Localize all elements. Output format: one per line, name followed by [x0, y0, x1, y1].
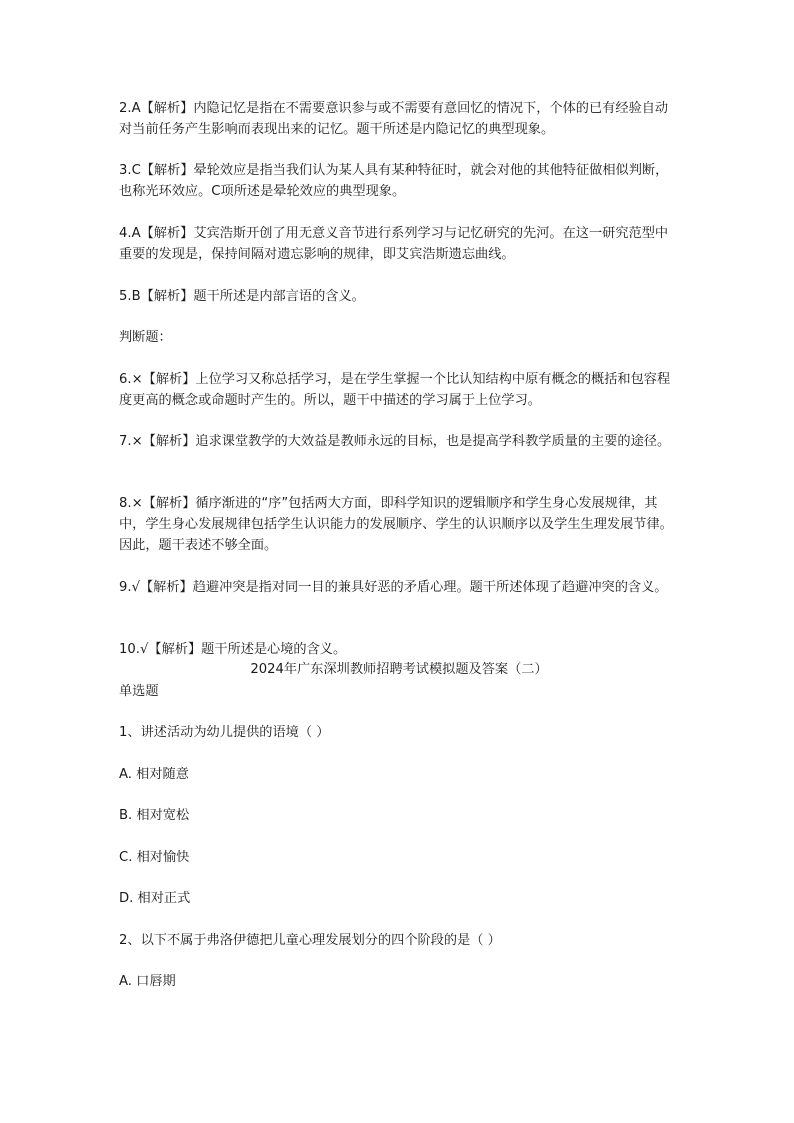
answer-4-explanation: 4.A【解析】艾宾浩斯开创了用无意义音节进行系列学习与记忆研究的先河。在这一研究范型中重要的发现是，保持间隔对遗忘影响的规律，即艾宾浩斯遗忘曲线。 [119, 226, 669, 262]
question-2-stem: 2、以下不属于弗洛伊德把儿童心理发展划分的四个阶段的是（ ） [119, 933, 501, 948]
question-1-option-b: B. 相对宽松 [119, 808, 190, 823]
answer-6-explanation: 6.×【解析】上位学习又称总括学习，是在学生掌握一个比认知结构中原有概念的概括和包容程度更高的概念或命题时产生的。所以，题干中描述的学习属于上位学习。 [119, 372, 671, 408]
answer-10-explanation: 10.√【解析】题干所述是心境的含义。 [119, 642, 347, 657]
answer-3-explanation: 3.C【解析】晕轮效应是指当我们认为某人具有某种特征时，就会对他的其他特征做相似判断，也称光环效应。C项所述是晕轮效应的典型现象。 [119, 163, 669, 199]
exam-title: 2024年广东深圳教师招聘考试模拟题及答案（二） [250, 662, 548, 677]
answer-5-explanation: 5.B【解析】题干所述是内部言语的含义。 [119, 289, 365, 304]
question-2-option-a: A. 口唇期 [119, 974, 176, 989]
question-1-option-d: D. 相对正式 [119, 891, 191, 906]
answer-7-explanation: 7.×【解析】追求课堂教学的大效益是教师永远的目标，也是提高学科教学质量的主要的途径。 [119, 434, 671, 449]
judgment-section-heading: 判断题： [119, 330, 172, 345]
answer-9-explanation: 9.√【解析】趋避冲突是指对同一目的兼具好恶的矛盾心理。题干所述体现了趋避冲突的含义。 [119, 580, 668, 595]
answer-2-explanation: 2.A【解析】内隐记忆是指在不需要意识参与或不需要有意回忆的情况下，个体的已有经验自动对当前任务产生影响而表现出来的记忆。题干所述是内隐记忆的典型现象。 [119, 101, 669, 137]
question-1-option-a: A. 相对随意 [119, 767, 189, 782]
answer-8-explanation: 8.×【解析】循序渐进的“序”包括两大方面，即科学知识的逻辑顺序和学生身心发展规律，其中，学生身心发展规律包括学生认识能力的发展顺序、学生的认识顺序以及学生生理发展节律。因此，题干表述不够全面。 [119, 496, 673, 553]
question-1-stem: 1、讲述活动为幼儿提供的语境（ ） [119, 725, 330, 740]
question-1-option-c: C. 相对愉快 [119, 850, 190, 865]
single-choice-heading: 单选题 [119, 684, 159, 699]
